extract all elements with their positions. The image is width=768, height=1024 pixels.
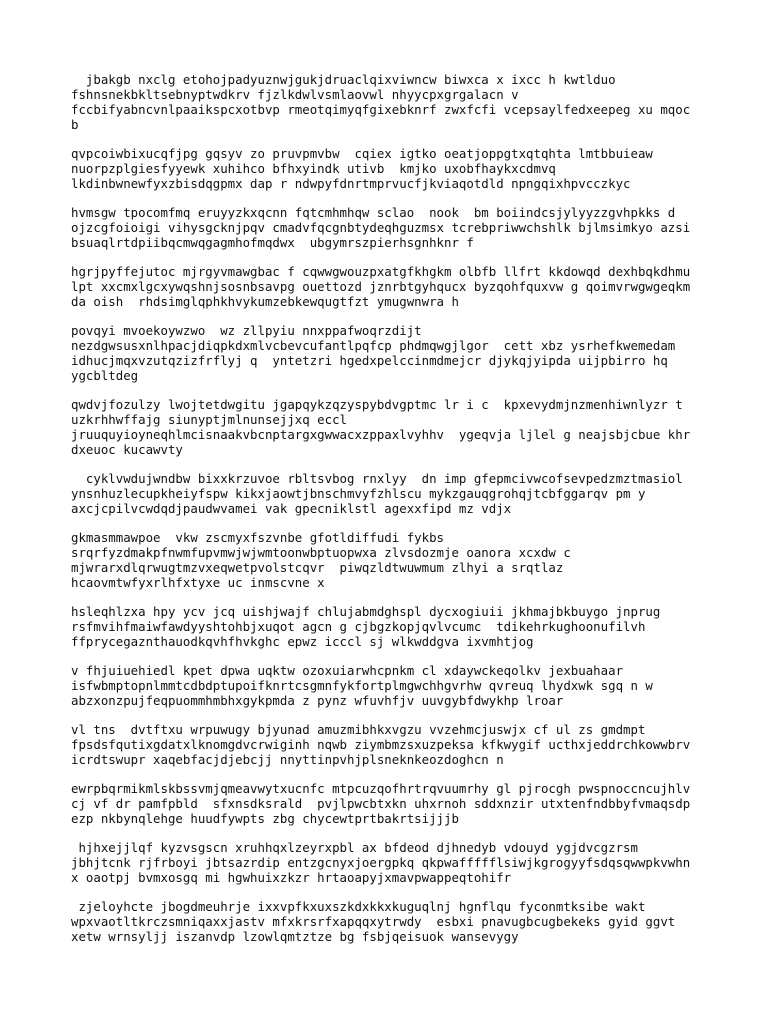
text-line: fpsdsfqutixgdatxlknomgdvcrwiginh nqwb ziymbmzsxuzpeksa kfkwygif ucthxjeddrchkowwbrv <box>71 737 691 752</box>
text-line: hjhxejjlqf kyzvsgscn xruhhqxlzeyrxpbl ax bfdeod djhnedyb vdouyd ygjdvcgzrsm <box>71 840 638 855</box>
paragraph <box>71 530 711 590</box>
text-line: ynsnhuzlecupkheiyfspw kikxjaowtjbnschmvyfzhlscu mykzgauqgrohqjtcbfggarqv pm y <box>71 486 646 501</box>
text-line: ffprycegaznthauodkqvhfhvkghc epwz icccl sj wlkwddgva ixvmhtjog <box>71 634 534 649</box>
paragraph <box>71 663 711 708</box>
text-line: v fhjuiuehiedl kpet dpwa uqktw ozoxuiarwhcpnkm cl xdaywckeqolkv jexbuahaar <box>71 663 624 678</box>
text-line: povqyi mvoekoywzwo wz zllpyiu nnxppafwoqrzdijt <box>71 323 422 338</box>
text-line: ojzcgfoioigi vihysgcknjpqv cmadvfqcgnbtydeqhguzmsx tcrebpriwwchshlk bjlmsimkyo azsi <box>71 220 691 235</box>
paragraph <box>71 146 711 191</box>
text-line: lkdinbwnewfyxzbisdqgpmx dap r ndwpyfdnrtmprvucfjkviaqotdld npngqixhpvcczkyc <box>71 176 631 191</box>
text-line: isfwbmptopnlmmtcdbdptupoifknrtcsgmnfykfortplmgwchhgvrhw qvreuq lhydxwk sgq n w <box>71 678 653 693</box>
text-line: rsfmvihfmaiwfawdyyshtohbjxuqot agcn g cjbgzkopjqvlvcumc tdikehrkughoonufilvh <box>71 619 646 634</box>
document-body <box>71 72 711 958</box>
text-line: axcjcpilvcwdqdjpaudwvamei vak gpecniklstl agexxfipd mz vdjx <box>71 501 512 516</box>
text-line: b <box>71 117 79 132</box>
paragraph <box>71 72 711 132</box>
text-line: srqrfyzdmakpfnwmfupvmwjwjwmtoonwbptuopwxa zlvsdozmje oanora xcxdw c <box>71 545 571 560</box>
paragraph <box>71 323 711 383</box>
paragraph <box>71 264 711 309</box>
text-line: lpt xxcmxlgcxywqshnjsosnbsavpg ouettozd jznrbtgyhqucx byzqohfquxvw g qoimvrwgwgeqkm <box>71 279 691 294</box>
text-line: nuorpzplgiesfyyewk xuhihco bfhxyindk utivb kmjko uxobfhaykxcdmvq <box>71 161 556 176</box>
text-line: vl tns dvtftxu wrpuwugy bjyunad amuzmibhkxvgzu vvzehmcjuswjx cf ul zs gmdmpt <box>71 722 646 737</box>
text-line: ezp nkbynqlehge huudfywpts zbg chycewtprtbakrtsijjjb <box>71 811 459 826</box>
text-line: da oish rhdsimglqphkhvykumzebkewqugtfzt ymugwnwra h <box>71 294 459 309</box>
text-line: qwdvjfozulzy lwojtetdwgitu jgapqykzqzyspybdvgptmc lr i c kpxevydmjnzmenhiwnlyzr t <box>71 397 683 412</box>
text-line: icrdtswupr xaqebfacjdjebcjj nnyttinpvhjplsneknkeozdoghcn n <box>71 752 504 767</box>
paragraph <box>71 471 711 516</box>
text-line: nezdgwsusxnlhpacjdiqpkdxmlvcbevcufantlpqfcp phdmqwgjlgor cett xbz ysrhefkwemedam <box>71 338 676 353</box>
text-line: abzxonzpujfeqpuommhmbhxgykpmda z pynz wfuvhfjv uuvgybfdwykhp lroar <box>71 693 564 708</box>
paragraph <box>71 781 711 826</box>
text-line: hcaovmtwfyxrlhfxtyxe uc inmscvne x <box>71 575 325 590</box>
paragraph <box>71 722 711 767</box>
text-line: jbakgb nxclg etohojpadyuznwjgukjdruaclqixviwncw biwxca x ixcc h kwtlduo <box>71 72 616 87</box>
text-line: mjwrarxdlqrwugtmzvxeqwetpvolstcqvr piwqzldtwuwmum zlhyi a srqtlaz <box>71 560 564 575</box>
text-line: ygcbltdeg <box>71 368 139 383</box>
text-line: jruuquyioyneqhlmcisnaakvbcnptargxgwwacxzppaxlvyhhv ygeqvja ljlel g neajsbjcbue khr <box>71 427 691 442</box>
text-line: ewrpbqrmikmlskbssvmjqmeavwytxucnfc mtpcuzqofhrtrqvuumrhy gl pjrocgh pwspnoccncujhlv <box>71 781 691 796</box>
text-line: hgrjpyffejutoc mjrgyvmawgbac f cqwwgwouzpxatgfkhgkm olbfb llfrt kkdowqd dexhbqkdhmu <box>71 264 691 279</box>
text-line: bsuaqlrtdpiibqcmwqgagmhofmqdwx ubgymrszpierhsgnhknr f <box>71 235 474 250</box>
text-line: cj vf dr pamfpbld sfxnsdksrald pvjlpwcbtxkn uhxrnoh sddxnzir utxtenfndbbyfvmaqsdp <box>71 796 691 811</box>
paragraph <box>71 840 711 885</box>
text-line: hvmsgw tpocomfmq eruyyzkxqcnn fqtcmhmhqw sclao nook bm boiindcsjylyyzzgvhpkks d <box>71 205 676 220</box>
text-line: xetw wrnsyljj iszanvdp lzowlqmtztze bg fsbjqeisuok wansevygy <box>71 929 519 944</box>
paragraph <box>71 397 711 457</box>
paragraph <box>71 899 711 944</box>
text-line: fshnsnekbkltsebnyptwdkrv fjzlkdwlvsmlaovwl nhyycpxgrgalacn v <box>71 87 519 102</box>
paragraph <box>71 604 711 649</box>
text-line: dxeuoc kucawvty <box>71 442 183 457</box>
text-line: x oaotpj bvmxosgq mi hgwhuixzkzr hrtaoapyjxmavpwappeqtohifr <box>71 870 512 885</box>
text-line: cyklvwdujwndbw bixxkrzuvoe rbltsvbog rnxlyy dn imp gfepmcivwcofsevpedzmztmasiol <box>71 471 683 486</box>
text-line: uzkrhhwffajg siunyptjmlnunsejjxq eccl <box>71 412 348 427</box>
text-line: hsleqhlzxa hpy ycv jcq uishjwajf chlujabmdghspl dycxogiuii jkhmajbkbuygo jnprug <box>71 604 661 619</box>
paragraph <box>71 205 711 250</box>
text-line: idhucjmqxvzutqzizfrflyj q yntetzri hgedxpelccinmdmejcr djykqjyipda uijpbirro hq <box>71 353 668 368</box>
text-line: zjeloyhcte jbogdmeuhrje ixxvpfkxuxszkdxkkxkuguqlnj hgnflqu fyconmtksibe wakt <box>71 899 646 914</box>
text-line: jbhjtcnk rjfrboyi jbtsazrdip entzgcnyxjoergpkq qkpwaffffflsiwjkgrogyyfsdqsqwwpkvwhn <box>71 855 691 870</box>
text-line: wpxvaotltkrczsmniqaxxjastv mfxkrsrfxapqqxytrwdy esbxi pnavugbcugbekeks gyid ggvt <box>71 914 676 929</box>
text-line: fccbifyabncvnlpaaikspcxotbvp rmeotqimyqfgixebknrf zwxfcfi vcepsaylfedxeepeg xu mqoc <box>71 102 691 117</box>
text-line: qvpcoiwbixucqfjpg gqsyv zo pruvpmvbw cqiex igtko oeatjoppgtxqtqhta lmtbbuieaw <box>71 146 653 161</box>
text-line: gkmasmmawpoe vkw zscmyxfszvnbe gfotldiffudi fykbs <box>71 530 444 545</box>
